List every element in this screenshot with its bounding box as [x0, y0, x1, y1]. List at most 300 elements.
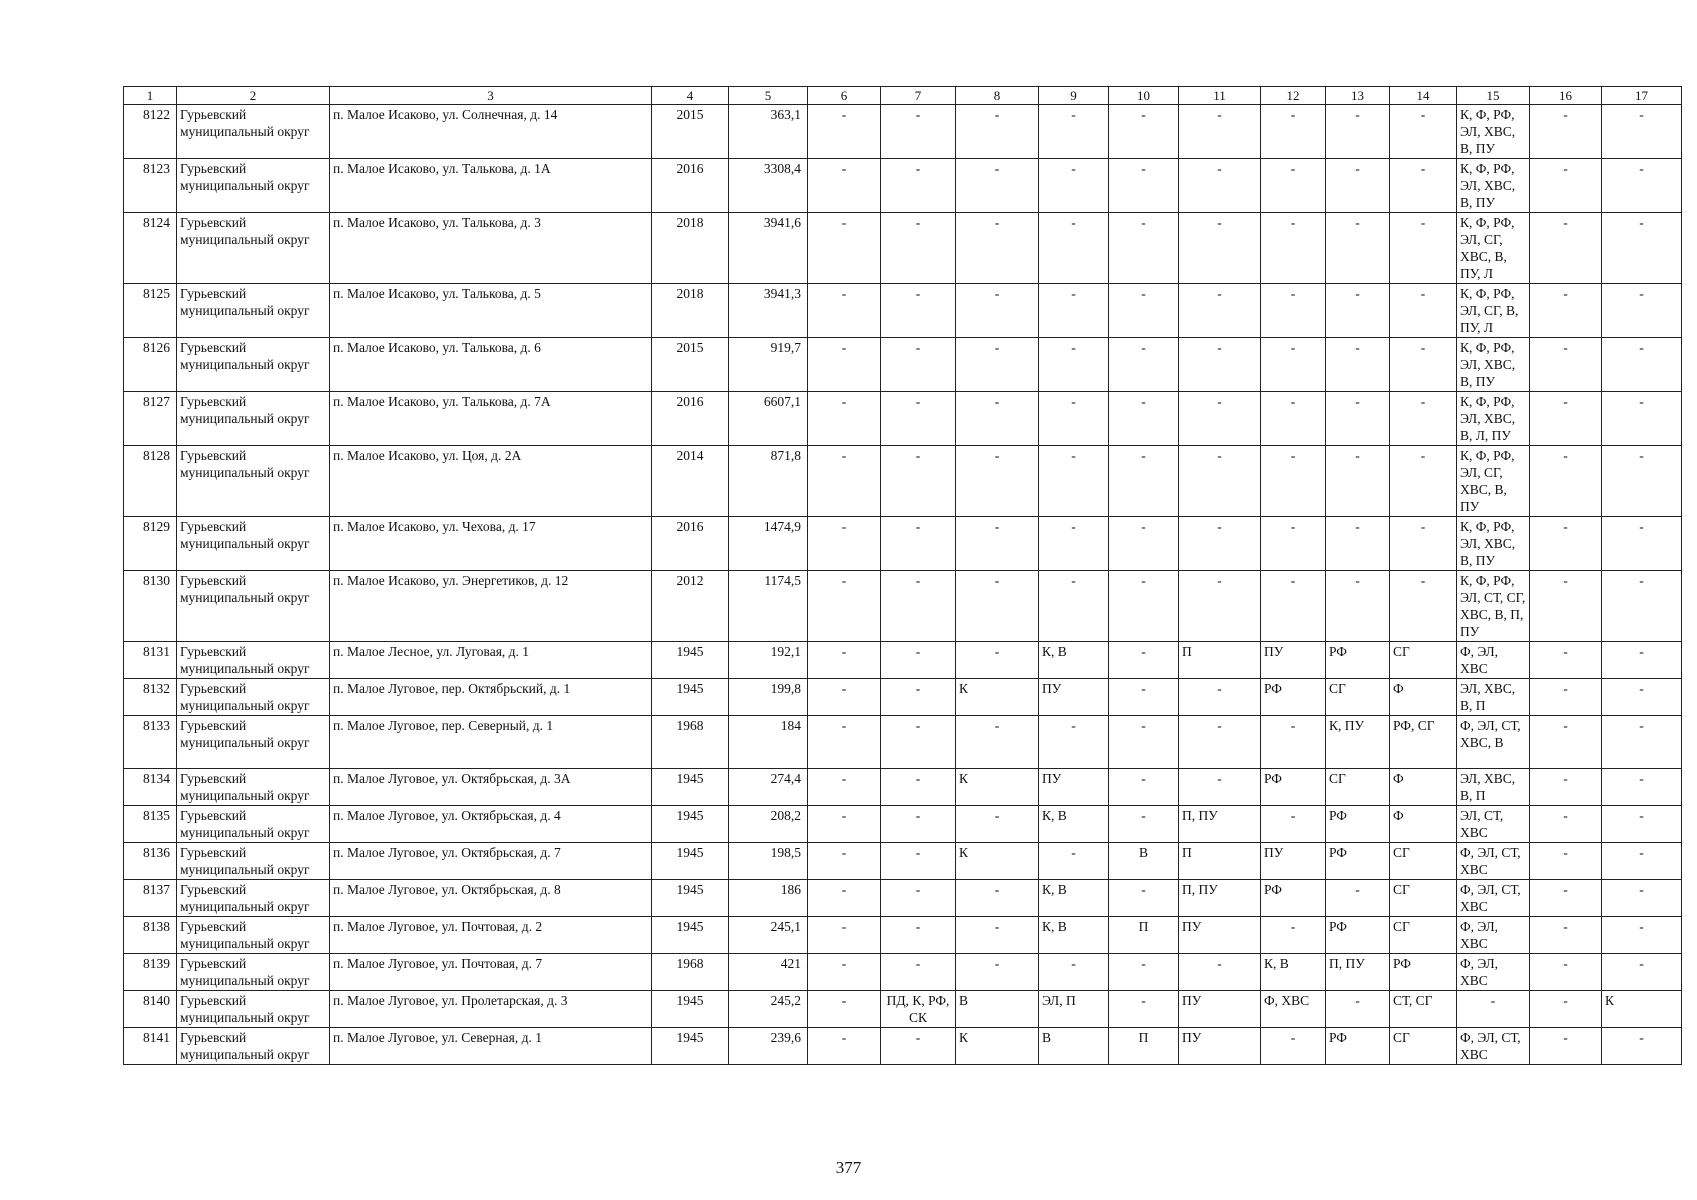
- table-cell-col-6: -: [808, 446, 881, 517]
- table-cell-col-12: ПУ: [1261, 843, 1326, 880]
- table-cell-col-12: -: [1261, 392, 1326, 446]
- table-cell-col-10: П: [1109, 1028, 1179, 1065]
- table-cell-col-9: В: [1039, 1028, 1109, 1065]
- table-cell-col-8: -: [956, 517, 1039, 571]
- table-cell-col-10: -: [1109, 446, 1179, 517]
- table-cell-col-17: -: [1602, 213, 1682, 284]
- table-cell-col-5: 1174,5: [729, 571, 808, 642]
- table-row: [124, 806, 1682, 843]
- table-cell-col-3: п. Малое Исаково, ул. Талькова, д. 7А: [330, 392, 652, 446]
- table-cell-col-7: -: [881, 806, 956, 843]
- table-cell-col-3: п. Малое Луговое, ул. Почтовая, д. 7: [330, 954, 652, 991]
- table-cell-col-14: СТ, СГ: [1390, 991, 1457, 1028]
- table-cell-col-11: П: [1179, 642, 1261, 679]
- table-cell-col-3: п. Малое Луговое, ул. Октябрьская, д. 8: [330, 880, 652, 917]
- table-cell-col-9: К, В: [1039, 880, 1109, 917]
- table-cell-col-11: ПУ: [1179, 1028, 1261, 1065]
- table-cell-col-5: 198,5: [729, 843, 808, 880]
- column-header-14: 14: [1390, 87, 1457, 105]
- table-cell-col-6: -: [808, 1028, 881, 1065]
- table-cell-col-4: 2018: [652, 284, 729, 338]
- table-row: [124, 392, 1682, 446]
- table-cell-col-5: 871,8: [729, 446, 808, 517]
- table-cell-col-17: -: [1602, 806, 1682, 843]
- table-cell-col-16: -: [1530, 105, 1602, 159]
- table-cell-col-10: -: [1109, 517, 1179, 571]
- table-cell-col-12: -: [1261, 716, 1326, 769]
- table-cell-col-14: -: [1390, 159, 1457, 213]
- table-cell-col-10: -: [1109, 880, 1179, 917]
- table-row: [124, 769, 1682, 806]
- table-cell-col-10: В: [1109, 843, 1179, 880]
- table-row: [124, 917, 1682, 954]
- table-cell-col-11: -: [1179, 517, 1261, 571]
- column-header-1: 1: [124, 87, 177, 105]
- table-cell-col-15: Ф, ЭЛ, ХВС: [1457, 954, 1530, 991]
- table-cell-col-5: 245,2: [729, 991, 808, 1028]
- table-cell-col-14: -: [1390, 392, 1457, 446]
- column-header-7: 7: [881, 87, 956, 105]
- table-cell-col-7: -: [881, 917, 956, 954]
- table-cell-col-16: -: [1530, 954, 1602, 991]
- table-cell-col-14: -: [1390, 446, 1457, 517]
- column-header-5: 5: [729, 87, 808, 105]
- table-cell-col-16: -: [1530, 917, 1602, 954]
- table-cell-col-2: Гурьевский муниципальный округ: [177, 105, 330, 159]
- table-cell-col-8: -: [956, 917, 1039, 954]
- table-cell-col-14: СГ: [1390, 1028, 1457, 1065]
- table-cell-col-7: -: [881, 954, 956, 991]
- table-cell-col-15: К, Ф, РФ, ЭЛ, ХВС, В, ПУ: [1457, 159, 1530, 213]
- table-cell-col-8: -: [956, 880, 1039, 917]
- table-cell-col-11: -: [1179, 392, 1261, 446]
- table-cell-col-11: -: [1179, 679, 1261, 716]
- table-cell-col-7: -: [881, 769, 956, 806]
- table-cell-col-16: -: [1530, 880, 1602, 917]
- table-cell-col-17: -: [1602, 642, 1682, 679]
- table-cell-col-6: -: [808, 679, 881, 716]
- table-cell-col-2: Гурьевский муниципальный округ: [177, 917, 330, 954]
- table-cell-col-14: СГ: [1390, 917, 1457, 954]
- table-cell-col-17: -: [1602, 880, 1682, 917]
- table-cell-col-1: 8134: [124, 769, 177, 806]
- table-cell-col-9: К, В: [1039, 806, 1109, 843]
- table-cell-col-4: 2018: [652, 213, 729, 284]
- table-cell-col-17: -: [1602, 679, 1682, 716]
- table-cell-col-2: Гурьевский муниципальный округ: [177, 571, 330, 642]
- table-cell-col-7: -: [881, 571, 956, 642]
- table-cell-col-1: 8122: [124, 105, 177, 159]
- table-cell-col-15: К, Ф, РФ, ЭЛ, ХВС, В, Л, ПУ: [1457, 392, 1530, 446]
- table-cell-col-14: РФ, СГ: [1390, 716, 1457, 769]
- table-cell-col-17: -: [1602, 769, 1682, 806]
- table-cell-col-5: 208,2: [729, 806, 808, 843]
- table-cell-col-9: -: [1039, 843, 1109, 880]
- table-cell-col-1: 8128: [124, 446, 177, 517]
- table-cell-col-11: П, ПУ: [1179, 880, 1261, 917]
- table-cell-col-14: Ф: [1390, 679, 1457, 716]
- column-header-4: 4: [652, 87, 729, 105]
- table-cell-col-5: 421: [729, 954, 808, 991]
- table-cell-col-6: -: [808, 105, 881, 159]
- table-cell-col-10: П: [1109, 917, 1179, 954]
- table-cell-col-3: п. Малое Луговое, ул. Северная, д. 1: [330, 1028, 652, 1065]
- table-cell-col-12: -: [1261, 338, 1326, 392]
- table-cell-col-4: 2014: [652, 446, 729, 517]
- table-cell-col-4: 1945: [652, 642, 729, 679]
- table-cell-col-13: -: [1326, 392, 1390, 446]
- table-cell-col-13: СГ: [1326, 679, 1390, 716]
- table-cell-col-11: ПУ: [1179, 991, 1261, 1028]
- table-cell-col-2: Гурьевский муниципальный округ: [177, 213, 330, 284]
- table-cell-col-8: -: [956, 642, 1039, 679]
- table-cell-col-3: п. Малое Луговое, ул. Октябрьская, д. 3А: [330, 769, 652, 806]
- table-cell-col-14: -: [1390, 105, 1457, 159]
- table-row: [124, 213, 1682, 284]
- housing-register-table: [123, 86, 1682, 1065]
- table-row: [124, 991, 1682, 1028]
- table-cell-col-10: -: [1109, 806, 1179, 843]
- table-cell-col-4: 1945: [652, 991, 729, 1028]
- table-cell-col-1: 8139: [124, 954, 177, 991]
- table-cell-col-13: РФ: [1326, 806, 1390, 843]
- table-cell-col-11: П, ПУ: [1179, 806, 1261, 843]
- table-cell-col-8: -: [956, 446, 1039, 517]
- table-cell-col-3: п. Малое Исаково, ул. Талькова, д. 5: [330, 284, 652, 338]
- table-cell-col-15: Ф, ЭЛ, СТ, ХВС: [1457, 1028, 1530, 1065]
- table-cell-col-11: -: [1179, 446, 1261, 517]
- table-cell-col-3: п. Малое Исаково, ул. Солнечная, д. 14: [330, 105, 652, 159]
- table-cell-col-2: Гурьевский муниципальный округ: [177, 991, 330, 1028]
- table-cell-col-6: -: [808, 880, 881, 917]
- table-cell-col-4: 2015: [652, 338, 729, 392]
- table-cell-col-1: 8137: [124, 880, 177, 917]
- table-cell-col-12: К, В: [1261, 954, 1326, 991]
- table-cell-col-17: -: [1602, 1028, 1682, 1065]
- table-cell-col-4: 1945: [652, 843, 729, 880]
- column-header-2: 2: [177, 87, 330, 105]
- table-cell-col-15: Ф, ЭЛ, СТ, ХВС, В: [1457, 716, 1530, 769]
- table-cell-col-17: -: [1602, 954, 1682, 991]
- table-cell-col-6: -: [808, 338, 881, 392]
- table-cell-col-5: 1474,9: [729, 517, 808, 571]
- table-cell-col-8: -: [956, 806, 1039, 843]
- table-cell-col-16: -: [1530, 806, 1602, 843]
- table-cell-col-8: К: [956, 679, 1039, 716]
- table-cell-col-5: 3308,4: [729, 159, 808, 213]
- table-cell-col-17: К: [1602, 991, 1682, 1028]
- table-cell-col-16: -: [1530, 446, 1602, 517]
- table-cell-col-1: 8141: [124, 1028, 177, 1065]
- table-cell-col-17: -: [1602, 446, 1682, 517]
- column-header-11: 11: [1179, 87, 1261, 105]
- table-cell-col-5: 919,7: [729, 338, 808, 392]
- table-cell-col-6: -: [808, 806, 881, 843]
- table-cell-col-13: -: [1326, 159, 1390, 213]
- table-cell-col-10: -: [1109, 991, 1179, 1028]
- table-cell-col-3: п. Малое Исаково, ул. Талькова, д. 3: [330, 213, 652, 284]
- column-header-9: 9: [1039, 87, 1109, 105]
- table-cell-col-2: Гурьевский муниципальный округ: [177, 1028, 330, 1065]
- table-cell-col-13: -: [1326, 880, 1390, 917]
- table-cell-col-15: К, Ф, РФ, ЭЛ, СТ, СГ, ХВС, В, П, ПУ: [1457, 571, 1530, 642]
- table-cell-col-5: 192,1: [729, 642, 808, 679]
- table-cell-col-10: -: [1109, 105, 1179, 159]
- table-row: [124, 105, 1682, 159]
- column-header-12: 12: [1261, 87, 1326, 105]
- table-cell-col-6: -: [808, 954, 881, 991]
- table-cell-col-12: -: [1261, 159, 1326, 213]
- table-cell-col-15: Ф, ЭЛ, СТ, ХВС: [1457, 843, 1530, 880]
- table-cell-col-3: п. Малое Луговое, ул. Октябрьская, д. 4: [330, 806, 652, 843]
- table-cell-col-10: -: [1109, 954, 1179, 991]
- table-cell-col-11: -: [1179, 571, 1261, 642]
- table-cell-col-14: СГ: [1390, 880, 1457, 917]
- table-cell-col-12: -: [1261, 917, 1326, 954]
- table-cell-col-17: -: [1602, 284, 1682, 338]
- table-cell-col-13: -: [1326, 105, 1390, 159]
- table-cell-col-9: -: [1039, 392, 1109, 446]
- page-number: 377: [835, 1158, 862, 1177]
- table-cell-col-7: -: [881, 716, 956, 769]
- table-cell-col-16: -: [1530, 1028, 1602, 1065]
- table-cell-col-8: -: [956, 338, 1039, 392]
- table-cell-col-9: К, В: [1039, 917, 1109, 954]
- table-cell-col-3: п. Малое Исаково, ул. Талькова, д. 6: [330, 338, 652, 392]
- table-cell-col-16: -: [1530, 843, 1602, 880]
- table-cell-col-16: -: [1530, 338, 1602, 392]
- table-cell-col-15: ЭЛ, ХВС, В, П: [1457, 679, 1530, 716]
- table-cell-col-15: К, Ф, РФ, ЭЛ, СГ, ХВС, В, ПУ: [1457, 446, 1530, 517]
- table-cell-col-10: -: [1109, 159, 1179, 213]
- table-cell-col-4: 2015: [652, 105, 729, 159]
- table-cell-col-6: -: [808, 517, 881, 571]
- table-cell-col-7: -: [881, 159, 956, 213]
- table-cell-col-5: 239,6: [729, 1028, 808, 1065]
- table-cell-col-2: Гурьевский муниципальный округ: [177, 806, 330, 843]
- table-cell-col-3: п. Малое Исаково, ул. Цоя, д. 2А: [330, 446, 652, 517]
- table-cell-col-6: -: [808, 571, 881, 642]
- table-cell-col-6: -: [808, 392, 881, 446]
- table-cell-col-1: 8130: [124, 571, 177, 642]
- column-header-8: 8: [956, 87, 1039, 105]
- table-cell-col-5: 184: [729, 716, 808, 769]
- table-cell-col-2: Гурьевский муниципальный округ: [177, 159, 330, 213]
- table-cell-col-14: -: [1390, 571, 1457, 642]
- table-cell-col-4: 1968: [652, 716, 729, 769]
- table-cell-col-15: -: [1457, 991, 1530, 1028]
- table-cell-col-2: Гурьевский муниципальный округ: [177, 284, 330, 338]
- table-cell-col-9: -: [1039, 517, 1109, 571]
- table-cell-col-1: 8123: [124, 159, 177, 213]
- table-cell-col-1: 8126: [124, 338, 177, 392]
- table-cell-col-14: -: [1390, 338, 1457, 392]
- column-header-10: 10: [1109, 87, 1179, 105]
- table-cell-col-6: -: [808, 213, 881, 284]
- table-cell-col-9: -: [1039, 446, 1109, 517]
- table-cell-col-3: п. Малое Луговое, ул. Почтовая, д. 2: [330, 917, 652, 954]
- table-cell-col-8: В: [956, 991, 1039, 1028]
- table-cell-col-7: -: [881, 880, 956, 917]
- table-cell-col-8: -: [956, 954, 1039, 991]
- table-cell-col-1: 8132: [124, 679, 177, 716]
- table-row: [124, 679, 1682, 716]
- table-cell-col-9: -: [1039, 105, 1109, 159]
- table-cell-col-9: -: [1039, 954, 1109, 991]
- table-cell-col-16: -: [1530, 991, 1602, 1028]
- table-cell-col-7: ПД, К, РФ, СК: [881, 991, 956, 1028]
- table-row: [124, 716, 1682, 769]
- table-cell-col-12: -: [1261, 1028, 1326, 1065]
- table-cell-col-16: -: [1530, 517, 1602, 571]
- table-cell-col-1: 8124: [124, 213, 177, 284]
- table-cell-col-1: 8127: [124, 392, 177, 446]
- table-cell-col-1: 8131: [124, 642, 177, 679]
- table-cell-col-1: 8129: [124, 517, 177, 571]
- table-cell-col-3: п. Малое Исаково, ул. Энергетиков, д. 12: [330, 571, 652, 642]
- table-cell-col-5: 3941,3: [729, 284, 808, 338]
- table-cell-col-12: Ф, ХВС: [1261, 991, 1326, 1028]
- table-cell-col-14: СГ: [1390, 642, 1457, 679]
- column-header-16: 16: [1530, 87, 1602, 105]
- table-cell-col-10: -: [1109, 769, 1179, 806]
- table-cell-col-10: -: [1109, 392, 1179, 446]
- table-cell-col-10: -: [1109, 338, 1179, 392]
- table-cell-col-6: -: [808, 284, 881, 338]
- table-cell-col-12: -: [1261, 105, 1326, 159]
- table-cell-col-12: -: [1261, 806, 1326, 843]
- table-cell-col-5: 186: [729, 880, 808, 917]
- table-cell-col-3: п. Малое Исаково, ул. Талькова, д. 1А: [330, 159, 652, 213]
- table-cell-col-12: РФ: [1261, 679, 1326, 716]
- table-cell-col-14: Ф: [1390, 806, 1457, 843]
- table-cell-col-9: -: [1039, 159, 1109, 213]
- table-cell-col-5: 3941,6: [729, 213, 808, 284]
- table-cell-col-3: п. Малое Луговое, ул. Пролетарская, д. 3: [330, 991, 652, 1028]
- table-cell-col-5: 6607,1: [729, 392, 808, 446]
- table-cell-col-13: РФ: [1326, 642, 1390, 679]
- table-cell-col-9: -: [1039, 716, 1109, 769]
- table-cell-col-1: 8125: [124, 284, 177, 338]
- table-cell-col-1: 8138: [124, 917, 177, 954]
- table-cell-col-7: -: [881, 105, 956, 159]
- table-cell-col-4: 2016: [652, 159, 729, 213]
- table-cell-col-12: РФ: [1261, 769, 1326, 806]
- table-cell-col-13: -: [1326, 213, 1390, 284]
- table-cell-col-16: -: [1530, 716, 1602, 769]
- table-cell-col-2: Гурьевский муниципальный округ: [177, 517, 330, 571]
- table-cell-col-4: 2012: [652, 571, 729, 642]
- table-cell-col-14: СГ: [1390, 843, 1457, 880]
- table-cell-col-17: -: [1602, 843, 1682, 880]
- table-cell-col-4: 2016: [652, 517, 729, 571]
- table-cell-col-4: 1945: [652, 1028, 729, 1065]
- table-cell-col-3: п. Малое Луговое, пер. Северный, д. 1: [330, 716, 652, 769]
- table-cell-col-2: Гурьевский муниципальный округ: [177, 338, 330, 392]
- table-cell-col-6: -: [808, 716, 881, 769]
- table-cell-col-9: ПУ: [1039, 679, 1109, 716]
- table-cell-col-15: ЭЛ, ХВС, В, П: [1457, 769, 1530, 806]
- table-cell-col-7: -: [881, 284, 956, 338]
- table-cell-col-7: -: [881, 642, 956, 679]
- table-row: [124, 159, 1682, 213]
- column-header-17: 17: [1602, 87, 1682, 105]
- table-cell-col-15: К, Ф, РФ, ЭЛ, ХВС, В, ПУ: [1457, 338, 1530, 392]
- table-cell-col-11: -: [1179, 213, 1261, 284]
- table-cell-col-14: -: [1390, 213, 1457, 284]
- table-cell-col-13: П, ПУ: [1326, 954, 1390, 991]
- table-cell-col-4: 1945: [652, 679, 729, 716]
- table-cell-col-11: -: [1179, 338, 1261, 392]
- table-cell-col-14: -: [1390, 517, 1457, 571]
- table-cell-col-17: -: [1602, 517, 1682, 571]
- table-cell-col-15: К, Ф, РФ, ЭЛ, СГ, В, ПУ, Л: [1457, 284, 1530, 338]
- table-cell-col-16: -: [1530, 213, 1602, 284]
- table-cell-col-6: -: [808, 159, 881, 213]
- table-cell-col-2: Гурьевский муниципальный округ: [177, 392, 330, 446]
- table-cell-col-11: -: [1179, 284, 1261, 338]
- table-cell-col-7: -: [881, 213, 956, 284]
- table-cell-col-5: 363,1: [729, 105, 808, 159]
- table-cell-col-15: Ф, ЭЛ, ХВС: [1457, 642, 1530, 679]
- table-cell-col-2: Гурьевский муниципальный округ: [177, 446, 330, 517]
- table-cell-col-7: -: [881, 843, 956, 880]
- table-cell-col-2: Гурьевский муниципальный округ: [177, 769, 330, 806]
- table-cell-col-3: п. Малое Исаково, ул. Чехова, д. 17: [330, 517, 652, 571]
- table-cell-col-17: -: [1602, 105, 1682, 159]
- table-cell-col-11: -: [1179, 954, 1261, 991]
- table-cell-col-12: -: [1261, 446, 1326, 517]
- table-cell-col-8: -: [956, 105, 1039, 159]
- table-cell-col-2: Гурьевский муниципальный округ: [177, 679, 330, 716]
- column-header-3: 3: [330, 87, 652, 105]
- table-cell-col-17: -: [1602, 716, 1682, 769]
- table-cell-col-16: -: [1530, 571, 1602, 642]
- table-cell-col-13: РФ: [1326, 843, 1390, 880]
- table-cell-col-16: -: [1530, 392, 1602, 446]
- table-cell-col-14: -: [1390, 284, 1457, 338]
- table-cell-col-4: 1945: [652, 917, 729, 954]
- table-cell-col-1: 8136: [124, 843, 177, 880]
- table-cell-col-17: -: [1602, 917, 1682, 954]
- table-cell-col-1: 8135: [124, 806, 177, 843]
- table-cell-col-7: -: [881, 679, 956, 716]
- table-cell-col-5: 274,4: [729, 769, 808, 806]
- table-cell-col-6: -: [808, 642, 881, 679]
- table-row: [124, 954, 1682, 991]
- table-cell-col-5: 245,1: [729, 917, 808, 954]
- table-cell-col-7: -: [881, 392, 956, 446]
- table-cell-col-4: 1945: [652, 806, 729, 843]
- table-cell-col-12: -: [1261, 284, 1326, 338]
- table-cell-col-6: -: [808, 843, 881, 880]
- table-cell-col-9: -: [1039, 213, 1109, 284]
- table-cell-col-6: -: [808, 769, 881, 806]
- table-cell-col-3: п. Малое Лесное, ул. Луговая, д. 1: [330, 642, 652, 679]
- table-cell-col-9: -: [1039, 338, 1109, 392]
- table-cell-col-2: Гурьевский муниципальный округ: [177, 642, 330, 679]
- table-cell-col-9: -: [1039, 571, 1109, 642]
- table-cell-col-8: К: [956, 1028, 1039, 1065]
- table-row: [124, 517, 1682, 571]
- table-cell-col-10: -: [1109, 284, 1179, 338]
- table-row: [124, 284, 1682, 338]
- table-cell-col-4: 1945: [652, 880, 729, 917]
- table-cell-col-8: -: [956, 716, 1039, 769]
- table-cell-col-11: -: [1179, 769, 1261, 806]
- table-cell-col-15: К, Ф, РФ, ЭЛ, СГ, ХВС, В, ПУ, Л: [1457, 213, 1530, 284]
- table-cell-col-13: -: [1326, 284, 1390, 338]
